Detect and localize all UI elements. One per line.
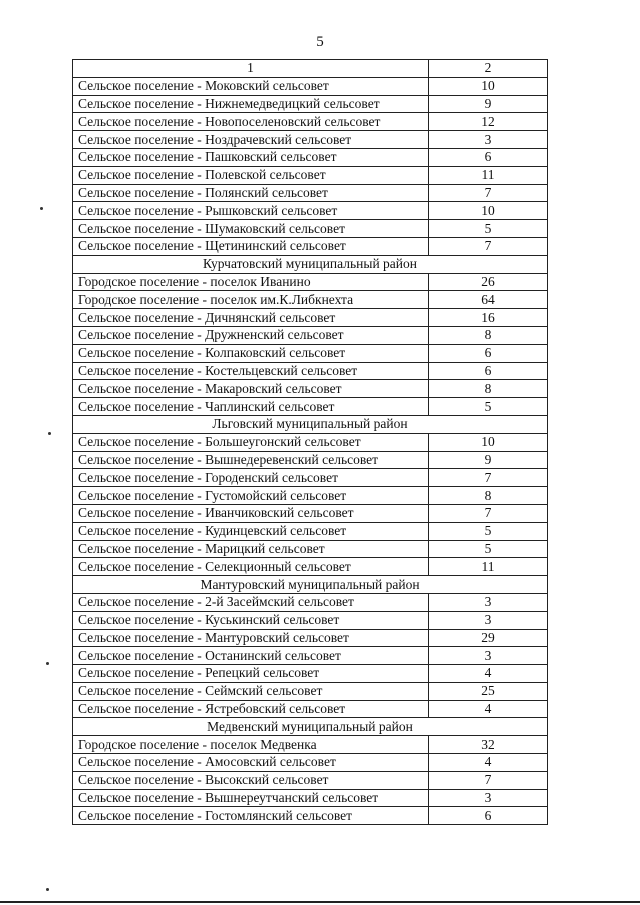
settlement-value: 3 [429, 131, 548, 149]
settlement-value: 6 [429, 344, 548, 362]
table-row [73, 504, 548, 522]
settlement-value: 8 [429, 380, 548, 398]
settlement-name: Сельское поселение - Вышнедеревенский сельсовет [73, 451, 429, 469]
settlement-name: Сельское поселение - Полянский сельсовет [73, 184, 429, 202]
district-header-row [73, 415, 548, 433]
table-row [73, 380, 548, 398]
scan-speck [40, 207, 43, 210]
table-row [73, 700, 548, 718]
settlement-name: Сельское поселение - Шумаковский сельсовет [73, 220, 429, 238]
settlement-name: Сельское поселение - Колпаковский сельсовет [73, 344, 429, 362]
table-row [73, 593, 548, 611]
table-row [73, 611, 548, 629]
settlement-value: 7 [429, 771, 548, 789]
settlement-value: 8 [429, 326, 548, 344]
district-header-row [73, 255, 548, 273]
settlement-name: Сельское поселение - 2-й Засеймский сельсовет [73, 593, 429, 611]
settlement-name: Сельское поселение - Гостомлянский сельсовет [73, 807, 429, 825]
settlement-name: Сельское поселение - Репецкий сельсовет [73, 665, 429, 683]
settlement-value: 4 [429, 700, 548, 718]
table-row [73, 771, 548, 789]
table-row [73, 807, 548, 825]
settlement-name: Сельское поселение - Марицкий сельсовет [73, 540, 429, 558]
settlement-name: Сельское поселение - Полевской сельсовет [73, 166, 429, 184]
table-row [73, 166, 548, 184]
settlement-value: 6 [429, 148, 548, 166]
settlement-value: 11 [429, 166, 548, 184]
table-row [73, 237, 548, 255]
district-name: Льговский муниципальный район [73, 415, 548, 433]
table-body [73, 60, 548, 825]
column-number-row [73, 60, 548, 78]
settlement-value: 4 [429, 665, 548, 683]
settlement-name: Сельское поселение - Пашковский сельсовет [73, 148, 429, 166]
table-row [73, 522, 548, 540]
settlement-value: 7 [429, 504, 548, 522]
settlement-name: Сельское поселение - Вышнереутчанский сельсовет [73, 789, 429, 807]
scan-speck [46, 888, 49, 891]
settlement-name: Городское поселение - поселок им.К.Либкнехта [73, 291, 429, 309]
settlement-name: Сельское поселение - Селекционный сельсовет [73, 558, 429, 576]
settlement-value: 26 [429, 273, 548, 291]
settlement-value: 4 [429, 754, 548, 772]
settlement-name: Сельское поселение - Моковский сельсовет [73, 77, 429, 95]
settlement-value: 16 [429, 309, 548, 327]
district-header-row [73, 718, 548, 736]
column-number-2: 2 [429, 60, 548, 78]
settlement-name: Сельское поселение - Куськинский сельсовет [73, 611, 429, 629]
settlement-value: 11 [429, 558, 548, 576]
table-row [73, 326, 548, 344]
settlement-value: 5 [429, 398, 548, 416]
table-row [73, 433, 548, 451]
table-row [73, 131, 548, 149]
settlement-value: 8 [429, 487, 548, 505]
settlement-value: 6 [429, 362, 548, 380]
table-row [73, 113, 548, 131]
settlement-name: Сельское поселение - Ястребовский сельсовет [73, 700, 429, 718]
table-row [73, 789, 548, 807]
settlement-value: 9 [429, 95, 548, 113]
table-row [73, 77, 548, 95]
district-name: Курчатовский муниципальный район [73, 255, 548, 273]
table-row [73, 398, 548, 416]
settlement-name: Сельское поселение - Высокский сельсовет [73, 771, 429, 789]
settlement-value: 64 [429, 291, 548, 309]
settlement-value: 5 [429, 220, 548, 238]
table-row [73, 647, 548, 665]
settlement-name: Городское поселение - поселок Иванино [73, 273, 429, 291]
settlement-name: Сельское поселение - Кудинцевский сельсовет [73, 522, 429, 540]
settlement-value: 29 [429, 629, 548, 647]
settlement-name: Сельское поселение - Рышковский сельсовет [73, 202, 429, 220]
settlement-value: 7 [429, 237, 548, 255]
table-row [73, 148, 548, 166]
settlement-value: 5 [429, 522, 548, 540]
settlement-name: Сельское поселение - Дружненский сельсовет [73, 326, 429, 344]
settlement-name: Сельское поселение - Новопоселеновский сельсовет [73, 113, 429, 131]
scan-bottom-edge [0, 901, 640, 903]
table-row [73, 202, 548, 220]
table-row [73, 629, 548, 647]
settlement-value: 10 [429, 202, 548, 220]
district-name: Мантуровский муниципальный район [73, 576, 548, 594]
settlement-value: 3 [429, 611, 548, 629]
district-header-row [73, 576, 548, 594]
settlement-value: 10 [429, 433, 548, 451]
settlement-name: Сельское поселение - Макаровский сельсовет [73, 380, 429, 398]
settlement-name: Сельское поселение - Мантуровский сельсовет [73, 629, 429, 647]
settlement-value: 7 [429, 469, 548, 487]
settlement-name: Городское поселение - поселок Медвенка [73, 736, 429, 754]
district-name: Медвенский муниципальный район [73, 718, 548, 736]
settlement-name: Сельское поселение - Ноздрачевский сельсовет [73, 131, 429, 149]
settlement-value: 5 [429, 540, 548, 558]
settlement-value: 10 [429, 77, 548, 95]
settlement-value: 7 [429, 184, 548, 202]
settlement-name: Сельское поселение - Чаплинский сельсовет [73, 398, 429, 416]
table-row [73, 291, 548, 309]
table-row [73, 540, 548, 558]
table-row [73, 558, 548, 576]
table-row [73, 469, 548, 487]
settlement-value: 3 [429, 789, 548, 807]
scan-speck [46, 662, 49, 665]
settlement-name: Сельское поселение - Городенский сельсовет [73, 469, 429, 487]
table-row [73, 220, 548, 238]
table-row [73, 344, 548, 362]
column-number-1: 1 [73, 60, 429, 78]
settlement-value: 3 [429, 593, 548, 611]
table-row [73, 273, 548, 291]
table-row [73, 95, 548, 113]
table-row [73, 487, 548, 505]
settlement-name: Сельское поселение - Костельцевский сельсовет [73, 362, 429, 380]
settlement-value: 3 [429, 647, 548, 665]
table-row [73, 451, 548, 469]
table-row [73, 362, 548, 380]
settlement-name: Сельское поселение - Амосовский сельсовет [73, 754, 429, 772]
settlement-name: Сельское поселение - Останинский сельсовет [73, 647, 429, 665]
settlement-value: 32 [429, 736, 548, 754]
settlement-name: Сельское поселение - Иванчиковский сельсовет [73, 504, 429, 522]
settlement-name: Сельское поселение - Большеугонский сельсовет [73, 433, 429, 451]
settlement-name: Сельское поселение - Сеймский сельсовет [73, 682, 429, 700]
table-row [73, 682, 548, 700]
table-row [73, 736, 548, 754]
table-row [73, 184, 548, 202]
page-number: 5 [316, 34, 324, 50]
settlement-name: Сельское поселение - Дичнянский сельсовет [73, 309, 429, 327]
settlement-name: Сельское поселение - Нижнемедведицкий сельсовет [73, 95, 429, 113]
settlement-value: 25 [429, 682, 548, 700]
settlement-name: Сельское поселение - Густомойский сельсовет [73, 487, 429, 505]
settlement-value: 6 [429, 807, 548, 825]
table-row [73, 665, 548, 683]
settlements-table [72, 59, 548, 825]
settlement-name: Сельское поселение - Щетининский сельсовет [73, 237, 429, 255]
settlement-value: 9 [429, 451, 548, 469]
table-row [73, 754, 548, 772]
settlement-value: 12 [429, 113, 548, 131]
scan-speck [48, 432, 51, 435]
table-row [73, 309, 548, 327]
